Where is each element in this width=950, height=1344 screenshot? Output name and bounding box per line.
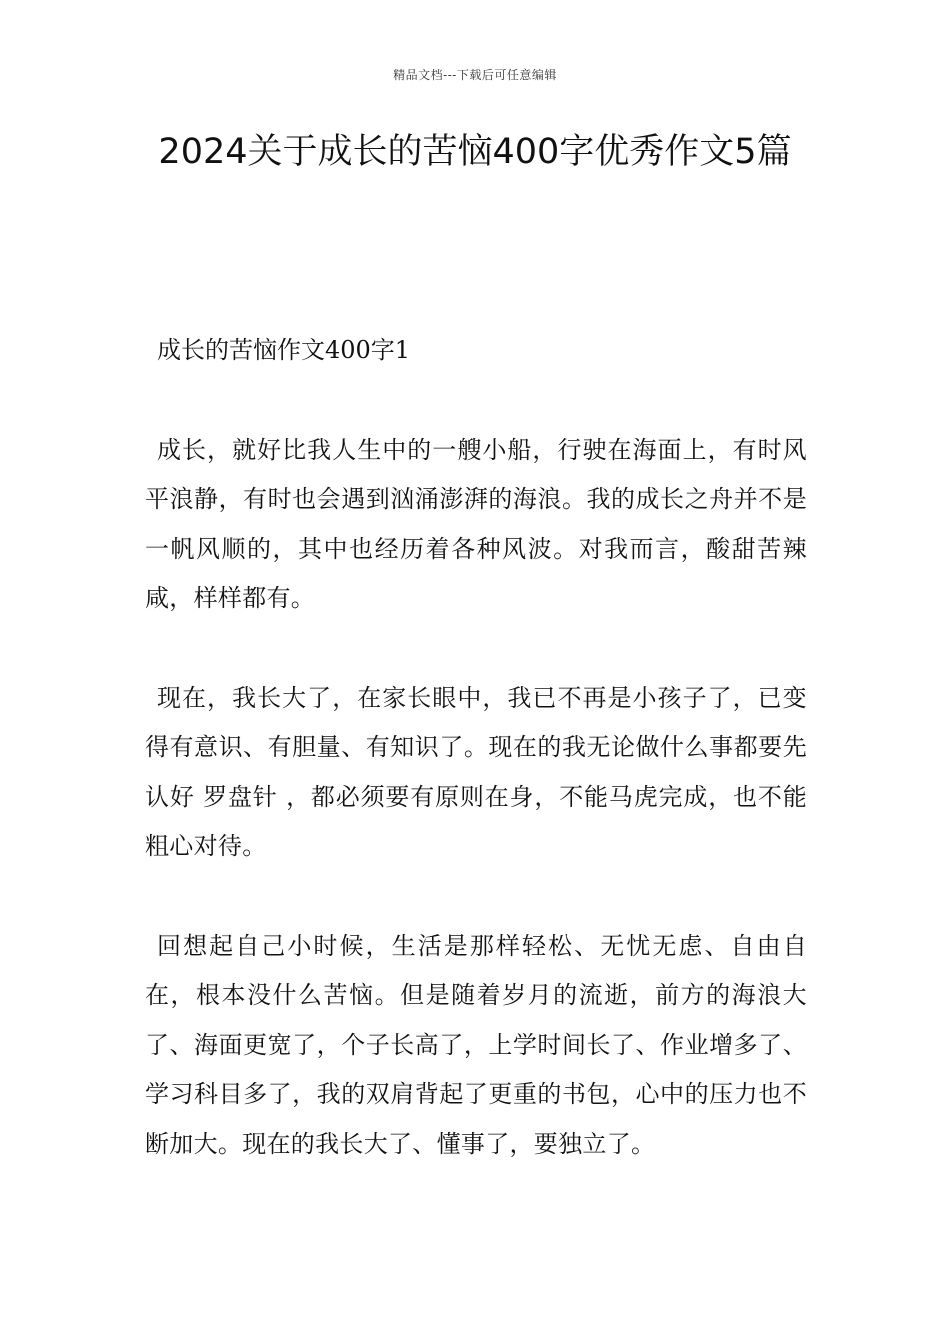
document-body <box>145 326 807 1219</box>
section-subtitle: 成长的苦恼作文400字1 <box>157 336 411 364</box>
paragraph-2: 现在，我长大了，在家长眼中，我已不再是小孩子了，已变得有意识、有胆量、有知识了。现在的我无论做什么事都要先认好 罗盘针 ，都必须要有原则在身，不能马虎完成，也不能粗心对待。 <box>145 683 807 860</box>
document-title: 2024关于成长的苦恼400字优秀作文5篇 <box>158 132 792 172</box>
header-note: 精品文档---下载后可任意编辑 <box>393 68 557 82</box>
paragraph-1: 成长，就好比我人生中的一艘小船，行驶在海面上，有时风平浪静，有时也会遇到汹涌澎湃的海浪。我的成长之舟并不是一帆风顺的，其中也经历着各种风波。对我而言，酸甜苦辣咸，样样都有。 <box>145 435 807 612</box>
paragraph-3: 回想起自己小时候，生活是那样轻松、无忧无虑、自由自在，根本没什么苦恼。但是随着岁月的流逝，前方的海浪大了、海面更宽了，个子长高了，上学时间长了、作业增多了、学习科目多了，我的双肩背起了更重的书包，心中的压力也不断加大。现在的我长大了、懂事了，要独立了。 <box>145 931 807 1158</box>
